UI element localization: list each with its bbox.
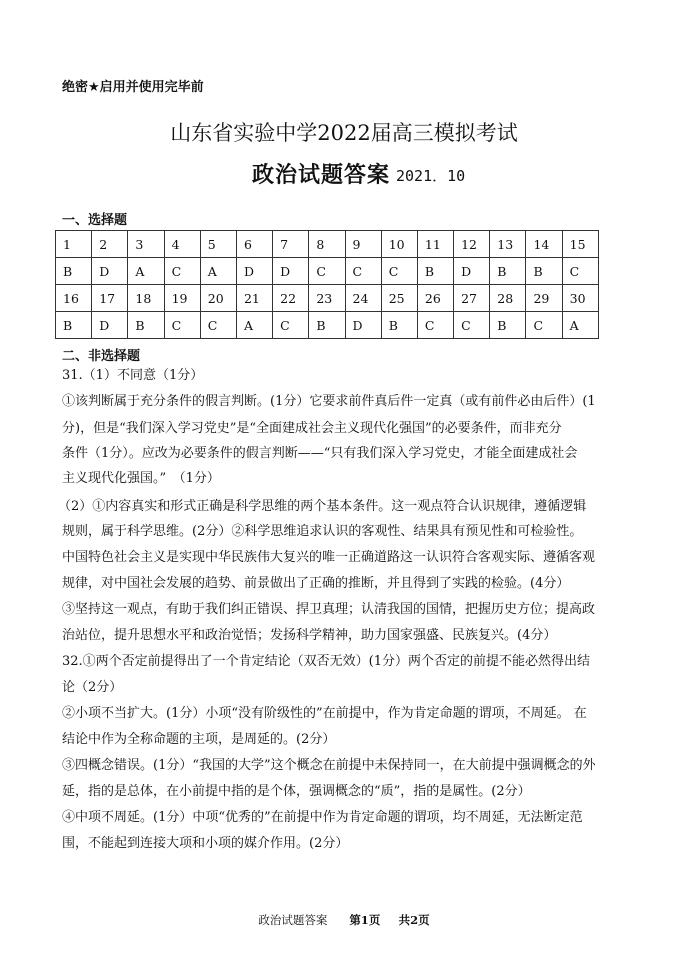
exam-title: 山东省实验中学2022届高三模拟考试 <box>170 121 518 145</box>
table-row <box>56 231 599 258</box>
answer-line: ②小项不当扩大。(1分）小项“没有阶级性的”在前提中，作为肯定命题的谓项，不周延。 在 <box>62 706 587 721</box>
table-cell: 13 <box>490 231 526 258</box>
table-cell: C <box>345 258 381 285</box>
table-cell: C <box>164 312 200 339</box>
table-cell: 2 <box>92 231 128 258</box>
answer-line: 分)，但是“我们深入学习党史”是“全面建成社会主义现代化强国”的必要条件，而非充分 <box>62 421 562 436</box>
table-cell: 12 <box>454 231 490 258</box>
answer-line: ①该判断属于充分条件的假言判断。(1分）它要求前件真后件一定真（或有前件必由后件）(1 <box>62 394 596 409</box>
table-cell: D <box>454 258 490 285</box>
table-cell: B <box>490 312 526 339</box>
table-cell: C <box>273 312 309 339</box>
table-cell: 10 <box>381 231 417 258</box>
table-cell: 1 <box>56 231 92 258</box>
answer-line: 32.①两个否定前提得出了一个肯定结论（双否无效）(1分）两个否定的前提不能必然得出结 <box>62 654 591 669</box>
answer-line: 规则，属于科学思维。(2分）②科学思维追求认识的客观性、结果具有预见性和可检验性。 <box>62 524 583 539</box>
table-cell: A <box>236 312 272 339</box>
table-cell: C <box>526 312 562 339</box>
table-cell: 20 <box>200 285 236 312</box>
table-cell: D <box>236 258 272 285</box>
table-cell: D <box>345 312 381 339</box>
table-row <box>56 285 599 312</box>
table-cell: B <box>56 258 92 285</box>
answer-line: 主义现代化强国。” （1分） <box>62 471 220 486</box>
table-cell: 21 <box>236 285 272 312</box>
table-cell: A <box>128 258 164 285</box>
table-cell: B <box>56 312 92 339</box>
table-cell: 26 <box>417 285 453 312</box>
confidential-notice: 绝密★启用并使用完毕前 <box>62 80 204 95</box>
answer-line: 条件（1分）。应改为必要条件的假言判断——“只有我们深入学习党史，才能全面建成社会 <box>62 446 578 461</box>
answer-line: ③四概念错误。(1分）“我国的大学”这个概念在前提中未保持同一，在大前提中强调概念的外 <box>62 758 596 773</box>
table-cell: A <box>200 258 236 285</box>
table-cell: D <box>273 258 309 285</box>
footer-total-pages: 共2页 <box>398 913 430 927</box>
table-cell: 29 <box>526 285 562 312</box>
table-cell: C <box>200 312 236 339</box>
answer-line: ④中项不周延。(1分）中项“优秀的”在前提中作为肯定命题的谓项，均不周延，无法断定范 <box>62 810 583 825</box>
table-cell: 8 <box>309 231 345 258</box>
footer-doc-title: 政治试题答案 <box>258 913 328 927</box>
table-cell: D <box>92 312 128 339</box>
section-heading-essay: 二、非选择题 <box>62 349 141 364</box>
footer-page-number: 第1页 <box>349 913 381 927</box>
page-footer <box>0 912 688 928</box>
answer-table <box>55 230 599 339</box>
table-cell: C <box>309 258 345 285</box>
table-cell: 18 <box>128 285 164 312</box>
table-cell: B <box>309 312 345 339</box>
table-cell: 28 <box>490 285 526 312</box>
table-cell: 24 <box>345 285 381 312</box>
answer-line: ③坚持这一观点，有助于我们纠正错误、捍卫真理；认清我国的国情，把握历史方位；提高政 <box>62 602 596 617</box>
answer-line: 延，指的是总体，在小前提中指的是个体，强调概念的“质”，指的是属性。(2分） <box>62 784 531 799</box>
table-cell: B <box>128 312 164 339</box>
table-cell: 7 <box>273 231 309 258</box>
table-cell: 15 <box>562 231 598 258</box>
table-cell: B <box>490 258 526 285</box>
table-cell: C <box>562 258 598 285</box>
table-cell: 6 <box>236 231 272 258</box>
exam-date: 2021．10 <box>396 167 466 185</box>
table-cell: 11 <box>417 231 453 258</box>
answer-line: 围，不能起到连接大项和小项的媒介作用。(2分） <box>62 836 349 851</box>
table-cell: D <box>92 258 128 285</box>
table-cell: B <box>417 258 453 285</box>
table-cell: 3 <box>128 231 164 258</box>
answer-line: 31.（1）不同意（1分） <box>62 368 204 383</box>
table-cell: C <box>454 312 490 339</box>
section-heading-choice: 一、选择题 <box>62 213 128 228</box>
table-row <box>56 312 599 339</box>
table-cell: 30 <box>562 285 598 312</box>
answer-line: 中国特色社会主义是实现中华民族伟大复兴的唯一正确道路这一认识符合客观实际、遵循客观 <box>62 550 596 565</box>
table-cell: 16 <box>56 285 92 312</box>
table-cell: 25 <box>381 285 417 312</box>
table-cell: C <box>417 312 453 339</box>
table-cell: 22 <box>273 285 309 312</box>
table-cell: 9 <box>345 231 381 258</box>
table-cell: 14 <box>526 231 562 258</box>
subject-title: 政治试题答案 <box>252 163 391 188</box>
table-cell: 5 <box>200 231 236 258</box>
table-cell: A <box>562 312 598 339</box>
table-cell: B <box>526 258 562 285</box>
table-row <box>56 258 599 285</box>
table-cell: C <box>381 258 417 285</box>
answer-line: 结论中作为全称命题的主项，是周延的。(2分） <box>62 732 336 747</box>
table-cell: 27 <box>454 285 490 312</box>
table-cell: B <box>381 312 417 339</box>
table-cell: C <box>164 258 200 285</box>
answer-line: 规律，对中国社会发展的趋势、前景做出了正确的推断，并且得到了实践的检验。(4分） <box>62 576 570 591</box>
table-cell: 17 <box>92 285 128 312</box>
answer-line: 治站位，提升思想水平和政治觉悟；发扬科学精神，助力国家强盛、民族复兴。(4分） <box>62 628 557 643</box>
table-cell: 23 <box>309 285 345 312</box>
table-cell: 19 <box>164 285 200 312</box>
answer-line: （2）①内容真实和形式正确是科学思维的两个基本条件。这一观点符合认识规律，遵循逻辑 <box>58 499 587 514</box>
table-cell: 4 <box>164 231 200 258</box>
answer-line: 论（2分） <box>62 680 123 695</box>
